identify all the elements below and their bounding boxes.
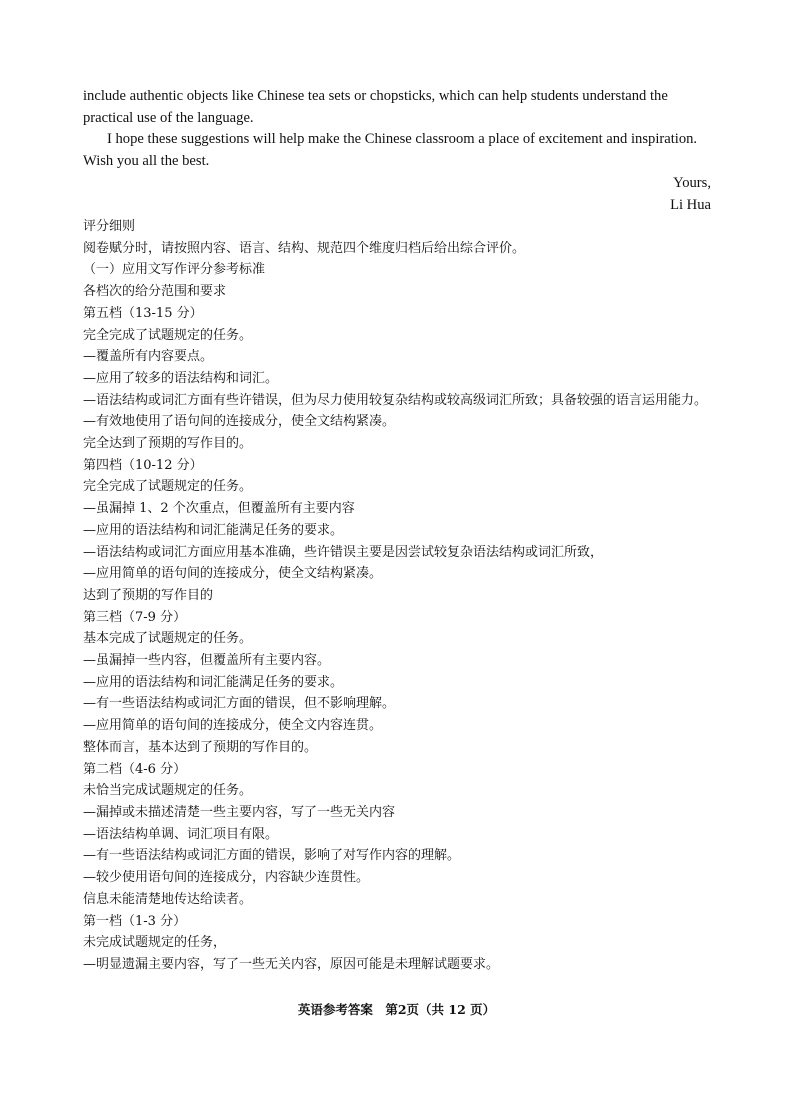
band-line: 达到了预期的写作目的 [83,587,214,603]
band-line: —覆盖所有内容要点。 [83,349,214,365]
band-line: —有一些语法结构或词汇方面的错误，影响了对写作内容的理解。 [83,848,461,864]
band-line: 信息未能清楚地传达给读者。 [83,891,253,907]
band-line: —应用的语法结构和词汇能满足任务的要求。 [83,522,344,538]
letter-body [83,86,713,172]
band-line: —虽漏掉一些内容，但覆盖所有主要内容。 [83,653,331,669]
band-line: —有一些语法结构或词汇方面的错误，但不影响理解。 [83,696,396,712]
letter-signature: Li Hua [670,196,711,213]
band-line: —应用的语法结构和词汇能满足任务的要求。 [83,674,344,690]
band-line: —语法结构或词汇方面应用基本准确，些许错误主要是因尝试较复杂语法结构或词汇所致， [83,544,604,560]
rubric-title: 评分细则 [83,219,136,234]
band-line: —应用简单的语句间的连接成分，使全文结构紧凑。 [83,566,383,582]
rubric-section-title: （一）应用文写作评分参考标准 [83,262,266,278]
band-title: 第一档（1-3 分） [83,913,187,929]
band-line: 完全完成了试题规定的任务。 [83,327,253,343]
band-line: 基本完成了试题规定的任务。 [83,631,253,647]
band-line: —语法结构或词汇方面有些许错误，但为尽力使用较复杂结构或较高级词汇所致；具备较强的语言运用能力。 [83,392,708,408]
band-line: —应用简单的语句间的连接成分，使全文内容连贯。 [83,718,383,734]
band-line: —应用了较多的语法结构和词汇。 [83,370,279,386]
band-line: —明显遗漏主要内容，写了一些无关内容，原因可能是未理解试题要求。 [83,956,500,972]
band-line: 未完成试题规定的任务， [83,935,227,951]
band-title: 第五档（13-15 分） [83,305,203,321]
band-line: —有效地使用了语句间的连接成分，使全文结构紧凑。 [83,414,396,430]
band-title: 第二档（4-6 分） [83,761,187,777]
band-line: 未恰当完成试题规定的任务。 [83,783,253,799]
band-line: 完全达到了预期的写作目的。 [83,436,253,452]
band-line: —语法结构单调、词汇项目有限。 [83,826,279,842]
letter-sign-off: Yours, [673,175,711,191]
page-footer: 英语参考答案 第2页（共 12 页） [297,1002,496,1017]
rubric-bands-heading: 各档次的给分范围和要求 [83,284,227,300]
band-line: —虽漏掉 1、2 个次重点，但覆盖所有主要内容 [83,501,355,517]
letter-closing [670,173,711,216]
letter-paragraph-end: include authentic objects like Chinese tea sets or chopsticks, which can help students understand the practical use of the language. [83,88,668,126]
band-line: —漏掉或未描述清楚一些主要内容，写了一些无关内容 [83,804,396,820]
band-line: —较少使用语句间的连接成分，内容缺少连贯性。 [83,870,370,886]
band-title: 第四档（10-12 分） [83,457,203,473]
band-line: 整体而言，基本达到了预期的写作目的。 [83,739,318,755]
letter-paragraph-final: I hope these suggestions will help make the Chinese classroom a place of excitement and inspiration. Wish you all the best. [83,131,698,169]
band-title: 第三档（7-9 分） [83,609,187,625]
rubric-intro: 阅卷赋分时，请按照内容、语言、结构、规范四个维度归档后给出综合评价。 [83,240,526,256]
scoring-rubric [83,216,723,976]
band-line: 完全完成了试题规定的任务。 [83,479,253,495]
